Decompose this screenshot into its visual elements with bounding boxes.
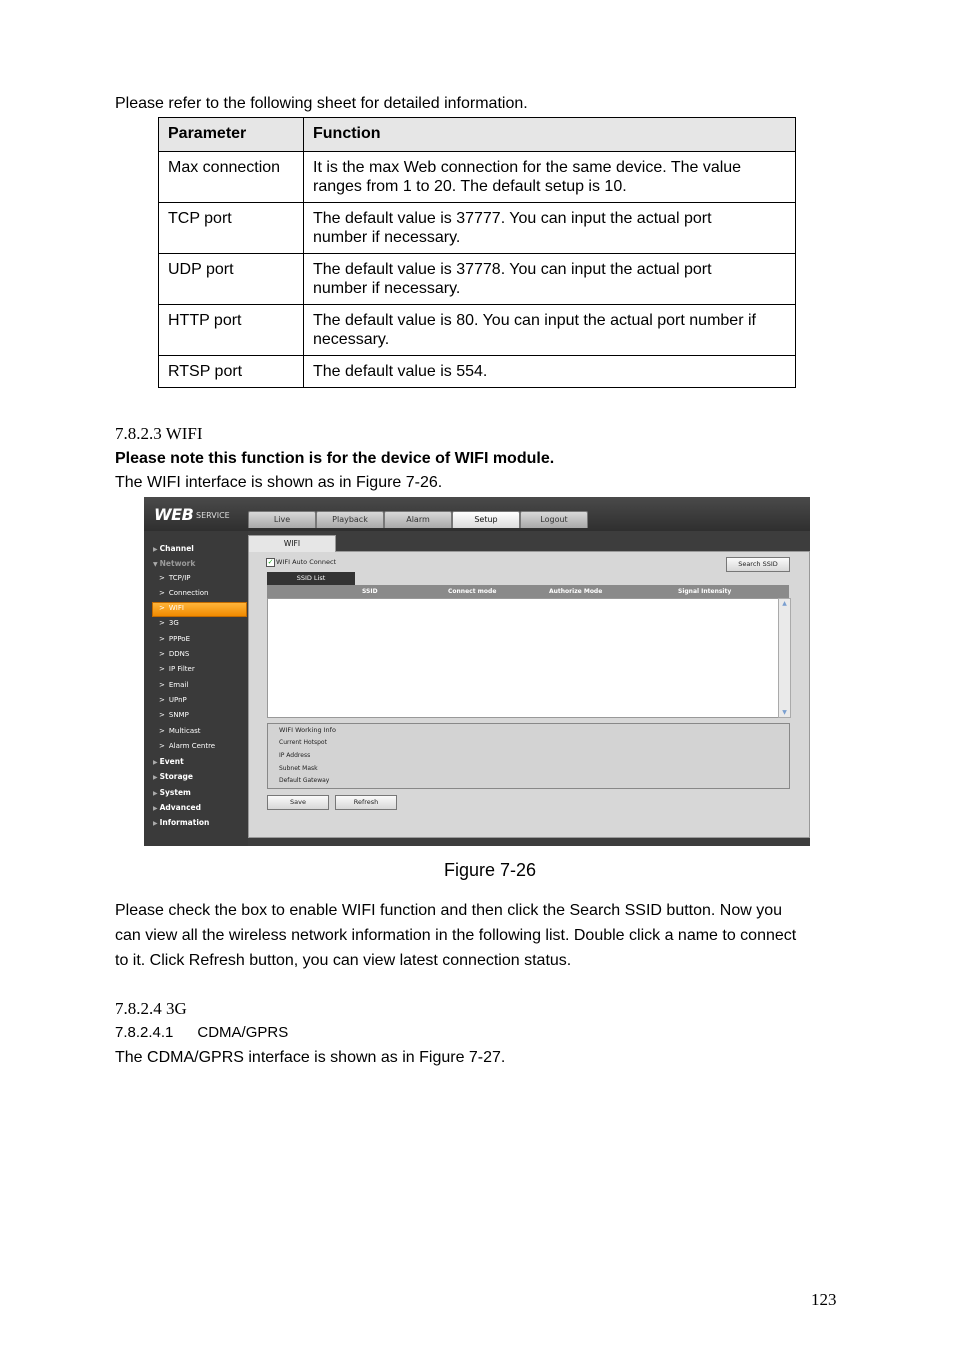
ssid-list-scrollbar[interactable]: [778, 598, 791, 718]
wifi-description: Please check the box to enable WIFI function and then click the Search SSID button. Now you can view all the wireless network information in the following list. Double click a name to connect to it. Click Refresh button, you can view latest connection status.: [115, 902, 797, 969]
triangle-down-icon: ▼: [153, 561, 158, 568]
search-ssid-button[interactable]: Search SSID: [726, 557, 790, 572]
section-heading-3g: 7.8.2.4 3G: [115, 999, 187, 1018]
wifi-intro: The WIFI interface is shown as in Figure 7-26.: [115, 474, 443, 491]
sidebar-item-email[interactable]: > Email: [159, 681, 189, 689]
table-row: [159, 152, 796, 203]
wifi-working-info-box: [267, 723, 790, 789]
param-cell: HTTP port: [159, 305, 304, 356]
refresh-button[interactable]: Refresh: [335, 795, 397, 810]
sidebar-item-upnp[interactable]: > UPnP: [159, 696, 187, 704]
tab-live[interactable]: Live: [248, 511, 316, 528]
subsection-heading-cdma: 7.8.2.4.1 CDMA/GPRS: [115, 1024, 289, 1041]
chevron-right-icon: >: [159, 727, 165, 735]
chevron-right-icon: >: [159, 650, 165, 658]
sidebar-item-3g[interactable]: > 3G: [159, 619, 179, 627]
scroll-down-icon[interactable]: ▼: [782, 709, 787, 716]
param-cell: Max connection: [159, 152, 304, 203]
wifi-auto-connect-checkbox[interactable]: ✓: [267, 558, 274, 566]
sidebar-item-alarm-centre[interactable]: > Alarm Centre: [159, 742, 216, 750]
function-cell: The default value is 80. You can input the actual port number if necessary.: [304, 305, 796, 356]
col-signal-intensity: Signal Intensity: [678, 588, 732, 595]
tab-alarm[interactable]: Alarm: [384, 511, 452, 528]
sidebar-item-storage[interactable]: ▶ Storage: [153, 772, 193, 781]
page-number: 123: [811, 1290, 837, 1309]
scroll-up-icon[interactable]: ▲: [782, 600, 787, 607]
wifi-interface-screenshot: [144, 497, 810, 846]
sidebar-item-snmp[interactable]: > SNMP: [159, 711, 189, 719]
sidebar-item-network[interactable]: ▼ Network: [153, 559, 196, 568]
web-logo: WEB: [154, 505, 194, 524]
info-subnet-mask: Subnet Mask: [279, 765, 318, 772]
sidebar-item-system[interactable]: ▶ System: [153, 788, 191, 797]
sidebar-item-channel[interactable]: ▶ Channel: [153, 544, 194, 553]
table-row: [159, 305, 796, 356]
ssid-list-tab[interactable]: SSID List: [267, 572, 355, 585]
chevron-right-icon: >: [159, 742, 165, 750]
sidebar-item-advanced[interactable]: ▶ Advanced: [153, 803, 201, 812]
chevron-right-icon: >: [159, 665, 165, 673]
section-heading-wifi: 7.8.2.3 WIFI: [115, 424, 203, 443]
function-cell: The default value is 37778. You can input the actual port number if necessary.: [304, 254, 796, 305]
ssid-list[interactable]: [267, 598, 779, 718]
figure-caption: Figure 7-26: [444, 860, 537, 880]
intro-text: Please refer to the following sheet for detailed information.: [115, 95, 528, 112]
cdma-intro: The CDMA/GPRS interface is shown as in Figure 7-27.: [115, 1049, 506, 1066]
triangle-right-icon: ▶: [153, 805, 158, 812]
table-header-function: Function: [304, 118, 796, 152]
chevron-right-icon: >: [159, 574, 165, 582]
web-logo-sub: SERVICE: [196, 511, 230, 520]
table-header-row: [159, 118, 796, 152]
sidebar-item-ip-filter[interactable]: > IP Filter: [159, 665, 195, 673]
chevron-right-icon: >: [159, 696, 165, 704]
tab-playback[interactable]: Playback: [316, 511, 384, 528]
save-button[interactable]: Save: [267, 795, 329, 810]
sidebar-item-wifi[interactable]: > WIFI: [159, 604, 184, 612]
wifi-working-info-title: WIFI Working Info: [279, 726, 336, 734]
chevron-right-icon: >: [159, 619, 165, 627]
param-cell: TCP port: [159, 203, 304, 254]
triangle-right-icon: ▶: [153, 546, 158, 553]
sidebar-item-event[interactable]: ▶ Event: [153, 757, 184, 766]
sidebar-item-connection[interactable]: > Connection: [159, 589, 209, 597]
function-cell: The default value is 554.: [304, 356, 796, 388]
parameter-table: [158, 117, 796, 388]
chevron-right-icon: >: [159, 681, 165, 689]
table-row: [159, 203, 796, 254]
info-ip-address: IP Address: [279, 752, 311, 759]
wifi-note: Please note this function is for the device of WIFI module.: [115, 450, 555, 467]
param-cell: RTSP port: [159, 356, 304, 388]
tab-logout[interactable]: Logout: [520, 511, 588, 528]
tab-wifi-page[interactable]: WIFI: [248, 535, 336, 552]
info-current-hotspot: Current Hotspot: [279, 739, 327, 746]
table-header-parameter: Parameter: [159, 118, 304, 152]
sidebar-item-ddns[interactable]: > DDNS: [159, 650, 190, 658]
function-cell: The default value is 37777. You can input the actual port number if necessary.: [304, 203, 796, 254]
triangle-right-icon: ▶: [153, 759, 158, 766]
ssid-list-header: [267, 585, 789, 598]
param-cell: UDP port: [159, 254, 304, 305]
triangle-right-icon: ▶: [153, 790, 158, 797]
table-row: [159, 254, 796, 305]
triangle-right-icon: ▶: [153, 774, 158, 781]
sidebar-item-pppoe[interactable]: > PPPoE: [159, 635, 190, 643]
chevron-right-icon: >: [159, 604, 165, 612]
wifi-auto-connect-label: WIFI Auto Connect: [276, 558, 337, 566]
chevron-right-icon: >: [159, 589, 165, 597]
col-connect-mode: Connect mode: [448, 588, 497, 595]
triangle-right-icon: ▶: [153, 820, 158, 827]
col-authorize-mode: Authorize Mode: [549, 588, 603, 595]
sidebar-item-tcpip[interactable]: > TCP/IP: [159, 574, 191, 582]
info-default-gateway: Default Gateway: [279, 777, 330, 784]
col-ssid: SSID: [362, 588, 378, 595]
chevron-right-icon: >: [159, 635, 165, 643]
function-cell: It is the max Web connection for the same device. The value ranges from 1 to 20. The default setup is 10.: [304, 152, 796, 203]
tab-setup[interactable]: Setup: [452, 511, 520, 528]
sidebar-item-information[interactable]: ▶ Information: [153, 818, 210, 827]
chevron-right-icon: >: [159, 711, 165, 719]
table-row: [159, 356, 796, 388]
sidebar-item-multicast[interactable]: > Multicast: [159, 727, 201, 735]
